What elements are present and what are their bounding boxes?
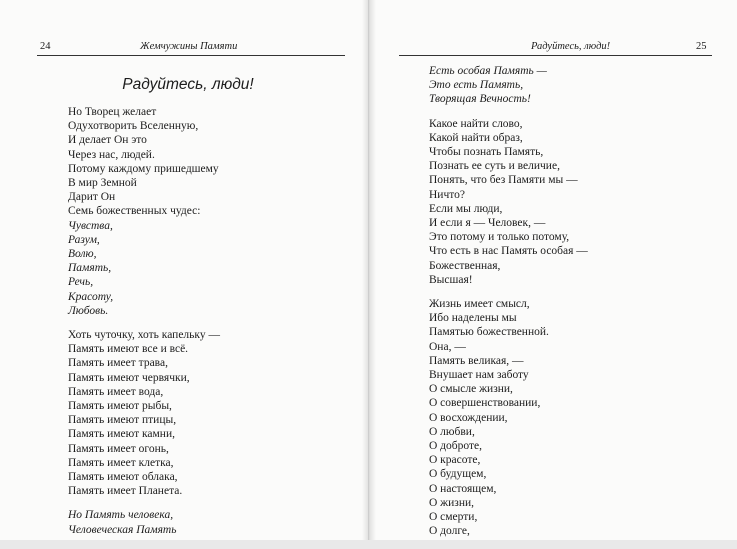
poem-line: Память имеют рыбы, [68,400,172,413]
poem-line: Есть особая Память — [429,65,547,77]
poem-line: Через нас, людей. [68,148,155,161]
right-page [369,0,737,540]
poem-line: Память имеют птицы, [68,414,177,427]
poem-line: Дарит Он [68,191,116,204]
poem-line: Это есть Память, [429,79,524,92]
poem-line: Какое найти слово, [429,117,523,130]
right-poem-body [429,64,588,549]
poem-line: Семь божественных чудес: [68,205,201,218]
poem-line: О красоте, [429,454,481,467]
poem-line: Потому каждому пришедшему [68,162,219,175]
left-page-number: 24 [40,41,51,52]
poem-line: Человеческая Память [68,523,177,536]
left-running-head [0,40,368,54]
poem-line: И делает Он это [68,134,147,147]
poem-line: Память имеют все и всё. [68,343,189,356]
poem-line: О восхождении, [429,411,508,424]
poem-line: Хоть чуточку, хоть капельку — [68,329,220,342]
poem-line: Память имеет огонь, [68,442,169,455]
left-poem-body [68,105,220,547]
poem-line: О смысле жизни, [429,383,513,396]
poem-line: Одухотворить Вселенную, [68,120,199,133]
stanza [429,64,588,107]
stanza [68,508,220,536]
poem-line: Внушает нам заботу [429,369,529,382]
poem-line: Память имеют камни, [68,428,175,441]
poem-line: Память имеет вода, [68,385,164,398]
left-running-title: Жемчужины Памяти [140,41,238,52]
poem-line: В мир Земной [68,177,137,190]
poem-line: Ибо наделены мы [429,312,517,325]
poem-line: Но Память человека, [68,509,174,522]
poem-line: Если мы люди, [429,202,503,215]
poem-line: Памятью божественной. [429,326,549,339]
poem-line: Какой найти образ, [429,131,523,144]
poem-line: О настоящем, [429,482,497,495]
poem-line: Высшая! [429,273,473,286]
poem-line: О доброте, [429,440,482,453]
poem-line: Память имеют червячки, [68,371,190,384]
left-page [0,0,368,540]
poem-line: Речь, [68,276,94,289]
poem-line: О любви, [429,425,475,438]
poem-line: Память великая, — [429,354,524,367]
book-gutter-shadow [362,0,376,540]
poem-line: О будущем, [429,468,487,481]
poem-line: Память имеет трава, [68,357,168,370]
poem-line: О совершенствовании, [429,397,541,410]
poem-line: Память имеет Планета. [68,485,183,498]
poem-line: Познать ее суть и величие, [429,160,560,173]
poem-line: Что есть в нас Память особая — [429,245,588,258]
poem-line: Она, — [429,340,466,353]
stanza [68,105,220,318]
poem-line: Разум, [68,233,100,246]
poem-line: Память, [68,262,112,275]
poem-line: Чувства, [68,219,113,232]
poem-line: Божественная, [429,259,501,272]
right-header-rule [399,55,712,56]
poem-line: Но Творец желает [68,106,157,118]
poem-line: Память имеет клетка, [68,456,174,469]
poem-title: Радуйтесь, люди! [122,76,254,93]
right-running-head [369,40,737,54]
poem-line: Понять, что без Памяти мы — [429,174,578,187]
poem-line: Чтобы познать Память, [429,146,544,159]
stanza [429,297,588,538]
poem-line: Волю, [68,248,97,261]
poem-line: О смерти, [429,511,478,524]
poem-line: Это потому и только потому, [429,231,570,244]
stanza [68,328,220,498]
right-page-number: 25 [696,41,707,52]
stanza [429,117,588,287]
right-running-title: Радуйтесь, люди! [531,41,611,52]
poem-line: И если я — Человек, — [429,217,546,230]
poem-line: О жизни, [429,496,475,509]
poem-line: О долге, [429,525,470,538]
poem-line: Красоту, [68,290,114,303]
poem-line: Ничто? [429,188,465,201]
poem-line: Память имеют облака, [68,471,178,484]
poem-line: Творящая Вечность! [429,93,531,106]
poem-line: Жизнь имеет смысл, [429,298,530,311]
left-header-rule [37,55,345,56]
poem-line: Любовь. [68,304,109,317]
